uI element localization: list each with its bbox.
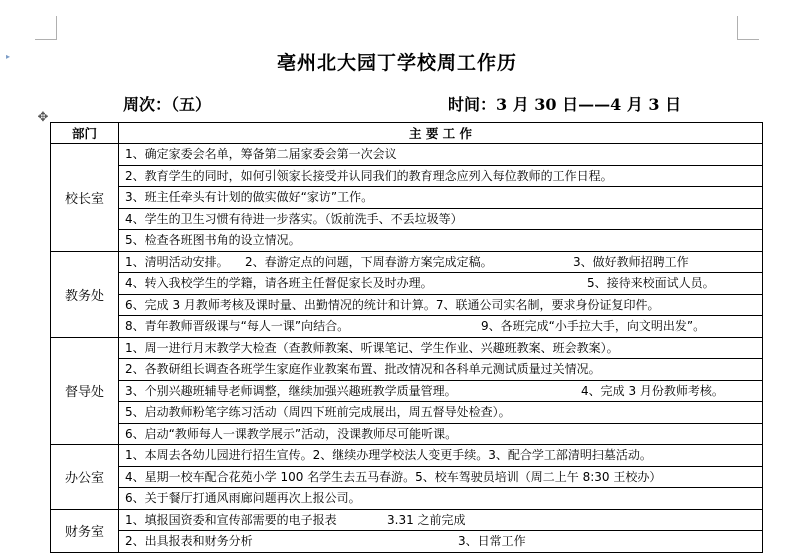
work-item-text: 1、填报国资委和宣传部需要的电子报表 [125,512,337,527]
crop-mark-top-left-h [35,39,57,40]
work-item-cell [119,144,763,166]
table-row [51,144,763,166]
crop-mark-top-right-h [737,39,759,40]
table-header-row [51,123,763,144]
work-item-text: 1、清明活动安排。 [125,254,229,269]
table-row [51,423,763,445]
work-item-cell [119,187,763,209]
work-item-text: 9、各班完成“小手拉大手，向文明出发”。 [481,319,706,334]
header-main-work: 主 要 工 作 [119,123,763,144]
work-item-cell [119,337,763,359]
table-row [51,165,763,187]
work-item-text: 5、接待来校面试人员。 [587,276,715,291]
work-item-text: 4、学生的卫生习惯有待进一步落实。（饭前洗手、不丢垃圾等） [125,211,463,226]
work-item-text: 3.31 之前完成 [387,512,466,527]
week-number: 周次：（五） [123,95,212,114]
table-row [51,380,763,402]
work-item-text: 3、个别兴趣班辅导老师调整，继续加强兴趣班教学质量管理。 [125,383,457,398]
department-name: 校长室 [51,144,119,252]
table-row [51,294,763,316]
header-department: 部门 [51,123,119,144]
department-name: 财务室 [51,509,119,552]
work-item-text: 2、各教研组长调查各班学生家庭作业教案布置、批改情况和各科单元测试质量过关情况。 [125,362,601,377]
work-item-cell [119,402,763,424]
work-item-text: 4、转入我校学生的学籍，请各班主任督促家长及时办理。 [125,276,433,291]
table-row [51,359,763,381]
page-title: 亳州北大园丁学校周工作历 [276,52,517,74]
work-item-text: 3、班主任牵头有计划的做实做好“家访”工作。 [125,190,374,205]
work-item-cell [119,251,763,273]
table-row [51,531,763,553]
work-item-cell [119,380,763,402]
work-item-cell [119,359,763,381]
work-item-text: 1、周一进行月末教学大检查（查教师教案、听课笔记、学生作业、兴趣班教案、班会教案）。 [125,340,619,355]
table-row [51,509,763,531]
work-item-text: 2、教育学生的同时，如何引领家长接受并认同我们的教育理念应列入每位教师的工作日程。 [125,168,613,183]
work-item-cell [119,294,763,316]
work-item-cell [119,273,763,295]
weekly-schedule-table [50,122,763,553]
work-item-text: 8、青年教师晋级课与“每人一课”向结合。 [125,319,350,334]
table-row [51,466,763,488]
margin-arrow-icon: ▸ [6,52,11,61]
department-name: 办公室 [51,445,119,510]
table-row [51,251,763,273]
work-item-text: 6、完成 3 月教师考核及课时量、出勤情况的统计和计算。7、联通公司实名制，要求身份证复印件。 [125,297,660,312]
work-item-cell [119,165,763,187]
work-item-text: 1、本周去各幼儿园进行招生宣传。2、继续办理学校法人变更手续。3、配合学工部清明扫墓活动。 [125,448,652,463]
table-row [51,208,763,230]
crop-mark-top-left-v [56,16,57,40]
work-item-text: 5、启动教师粉笔字练习活动（周四下班前完成展出，周五督导处检查）。 [125,405,511,420]
table-row [51,273,763,295]
work-item-cell [119,230,763,252]
work-item-text: 3、日常工作 [458,534,526,549]
work-item-text: 6、关于餐厅打通风雨廊问题再次上报公司。 [125,491,361,506]
date-range: 时间：3 月 30 日——4 月 3 日 [448,95,682,114]
department-name: 督导处 [51,337,119,445]
table-row [51,445,763,467]
department-name: 教务处 [51,251,119,337]
table-row [51,488,763,510]
crop-mark-top-right-v [737,16,738,40]
work-item-cell [119,316,763,338]
table-move-handle-icon[interactable]: ✥ [37,110,49,125]
work-item-text: 4、星期一校车配合花苑小学 100 名学生去五马春游。5、校车驾驶员培训（周二上午 8:30 王校办） [125,469,662,484]
work-item-cell [119,488,763,510]
work-item-text: 2、出具报表和财务分析 [125,534,253,549]
work-item-text: 6、启动“教师每人一课教学展示”活动，没课教师尽可能听课。 [125,426,458,441]
table-row [51,187,763,209]
work-item-cell [119,509,763,531]
work-item-cell [119,208,763,230]
table-row [51,230,763,252]
table-row [51,337,763,359]
table-row [51,316,763,338]
work-item-cell [119,466,763,488]
work-item-cell [119,531,763,553]
work-item-text: 5、检查各班图书角的设立情况。 [125,233,301,248]
work-item-text: 3、做好教师招聘工作 [573,254,689,269]
work-item-text: 4、完成 3 月份教师考核。 [581,383,724,398]
work-item-cell [119,445,763,467]
work-item-text: 1、确定家委会名单，筹备第二届家委会第一次会议 [125,147,397,162]
work-item-cell [119,423,763,445]
work-item-text: 2、春游定点的问题，下周春游方案完成定稿。 [245,254,493,269]
table-row [51,402,763,424]
